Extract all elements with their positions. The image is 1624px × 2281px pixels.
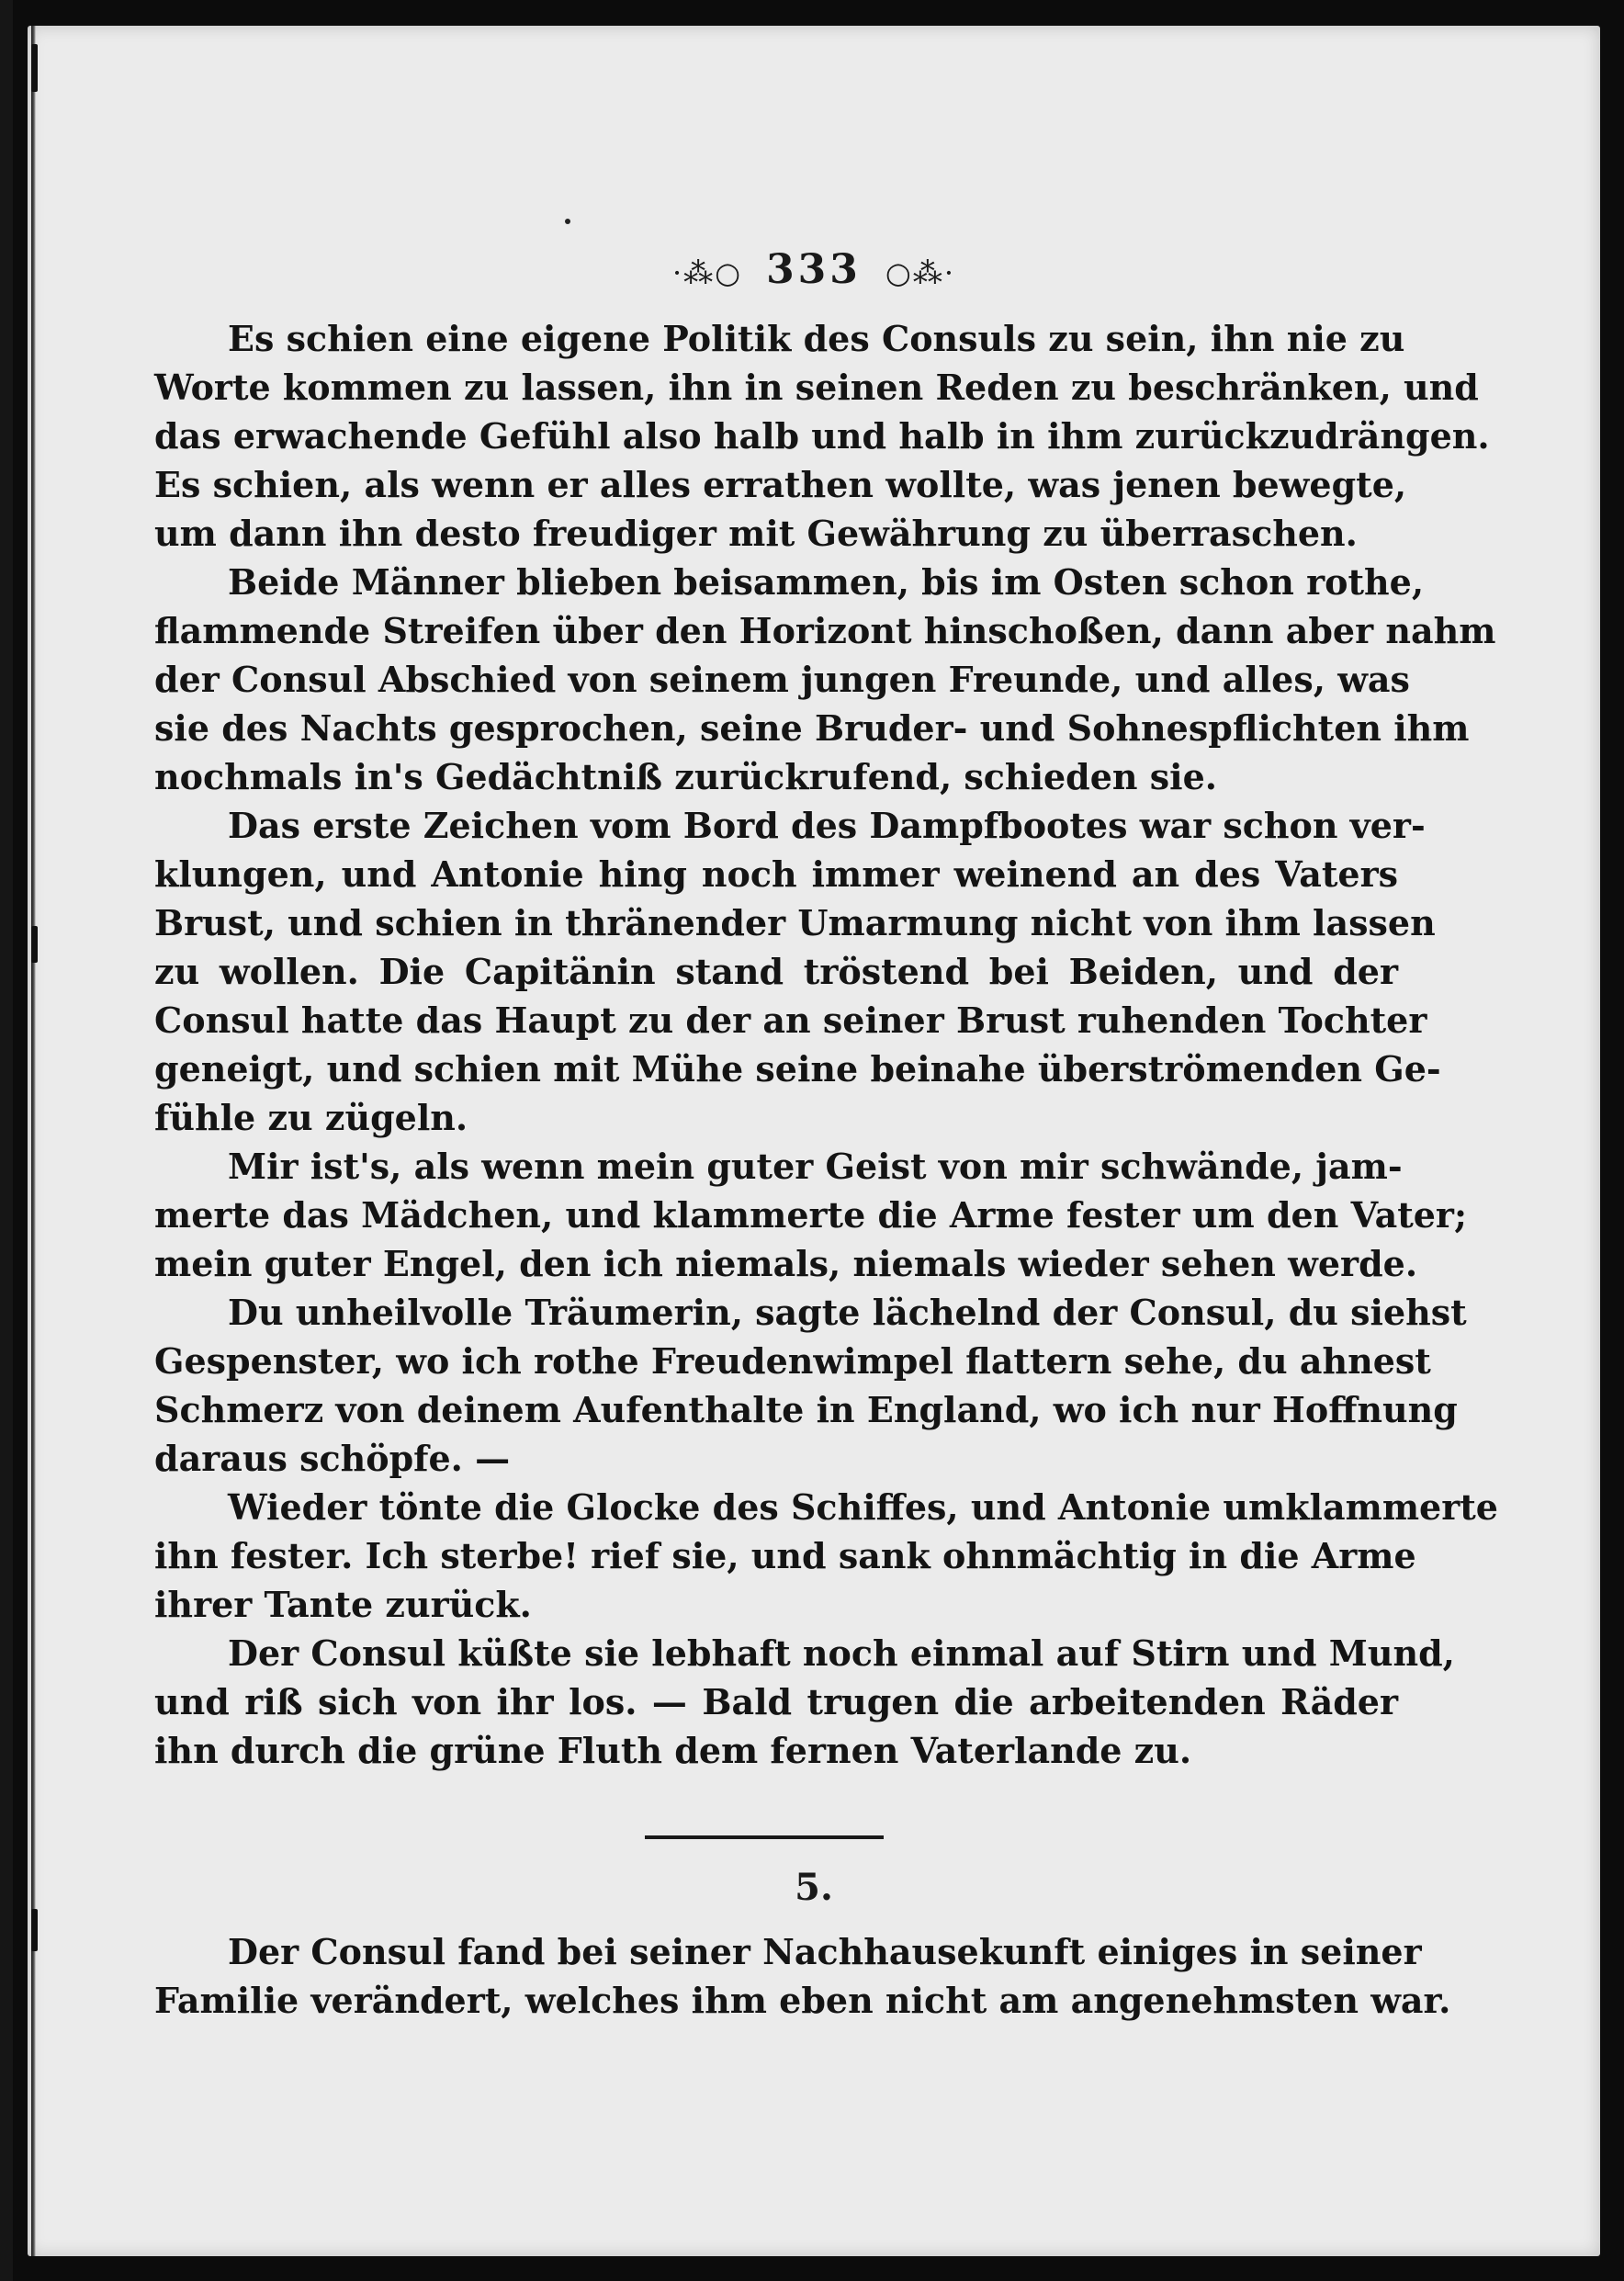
text-line: ihrer Tante zurück. [154, 1584, 532, 1625]
text-line: Gespenster, wo ich rothe Freudenwimpel flattern sehe, du ahnest [154, 1340, 1431, 1382]
text-line: Das erste Zeichen vom Bord des Dampfbootes war schon ver- [228, 805, 1426, 846]
text-line: fühle zu zügeln. [154, 1097, 468, 1138]
header-ornament-right: ○⁂· [885, 254, 956, 290]
text-line: klungen, und Antonie hing noch immer weinend an des Vaters [154, 853, 1398, 895]
text-line: geneigt, und schien mit Mühe seine beinahe überströmenden Ge- [154, 1048, 1441, 1090]
binding-mark [31, 44, 38, 92]
text-line: Schmerz von deinem Aufenthalte in England, wo ich nur Hoffnung [154, 1389, 1458, 1430]
text-line: ihn fester. Ich sterbe! rief sie, und sank ohnmächtig in die Arme [154, 1535, 1416, 1576]
text-line: Brust, und schien in thränender Umarmung nicht von ihm lassen [154, 902, 1436, 943]
text-line: mein guter Engel, den ich niemals, niemals wieder sehen werde. [154, 1243, 1418, 1284]
text-line: Worte kommen zu lassen, ihn in seinen Reden zu beschränken, und [154, 367, 1479, 408]
header-ornament-left: ·⁂○ [671, 254, 743, 290]
text-line: Wieder tönte die Glocke des Schiffes, und Antonie umklammerte [228, 1486, 1498, 1528]
text-line: Der Consul fand bei seiner Nachhausekunft einiges in seiner [228, 1931, 1422, 1972]
text-line: Beide Männer blieben beisammen, bis im Osten schon rothe, [228, 561, 1425, 603]
text-line: Consul hatte das Haupt zu der an seiner Brust ruhenden Tochter [154, 999, 1427, 1041]
section-number: 5. [795, 1866, 833, 1909]
text-line: um dann ihn desto freudiger mit Gewährung zu überraschen. [154, 513, 1358, 554]
text-line: Mir ist's, als wenn mein guter Geist von mir schwände, jam- [228, 1146, 1403, 1187]
binding-mark [31, 1909, 38, 1951]
body-text [154, 314, 1498, 1775]
text-line: der Consul Abschied von seinem jungen Freunde, und alles, was [154, 659, 1410, 700]
text-line: nochmals in's Gedächtniß zurückrufend, schieden sie. [154, 756, 1218, 797]
text-line: Es schien, als wenn er alles errathen wollte, was jenen bewegte, [154, 464, 1407, 505]
text-line: sie des Nachts gesprochen, seine Bruder- und Sohnespflichten ihm [154, 707, 1470, 749]
text-line: Es schien eine eigene Politik des Consuls zu sein, ihn nie zu [228, 318, 1405, 359]
binding-mark [31, 926, 38, 963]
text-line: daraus schöpfe. — [154, 1438, 511, 1479]
text-line: Der Consul küßte sie lebhaft noch einmal auf Stirn und Mund, [228, 1632, 1455, 1674]
scan-border [0, 0, 13, 2281]
text-line: merte das Mädchen, und klammerte die Arme fester um den Vater; [154, 1194, 1467, 1236]
text-line: ihn durch die grüne Fluth dem fernen Vaterlande zu. [154, 1730, 1192, 1771]
text-line: das erwachende Gefühl also halb und halb in ihm zurückzudrängen. [154, 415, 1490, 457]
text-line: Familie verändert, welches ihm eben nicht am angenehmsten war. [154, 1980, 1451, 2021]
text-line: flammende Streifen über den Horizont hinschoßen, dann aber nahm [154, 610, 1496, 651]
page-number: 333 [766, 246, 862, 293]
text-line: Du unheilvolle Träumerin, sagte lächelnd der Consul, du siehst [228, 1292, 1467, 1333]
section-5-text [154, 1927, 1451, 2025]
page-header [28, 246, 1600, 293]
book-page [28, 26, 1600, 2256]
section-divider [645, 1835, 884, 1839]
text-line: und riß sich von ihr los. — Bald trugen die arbeitenden Räder [154, 1681, 1398, 1722]
dust-speck [565, 219, 570, 224]
text-line: zu wollen. Die Capitänin stand tröstend bei Beiden, und der [154, 951, 1398, 992]
